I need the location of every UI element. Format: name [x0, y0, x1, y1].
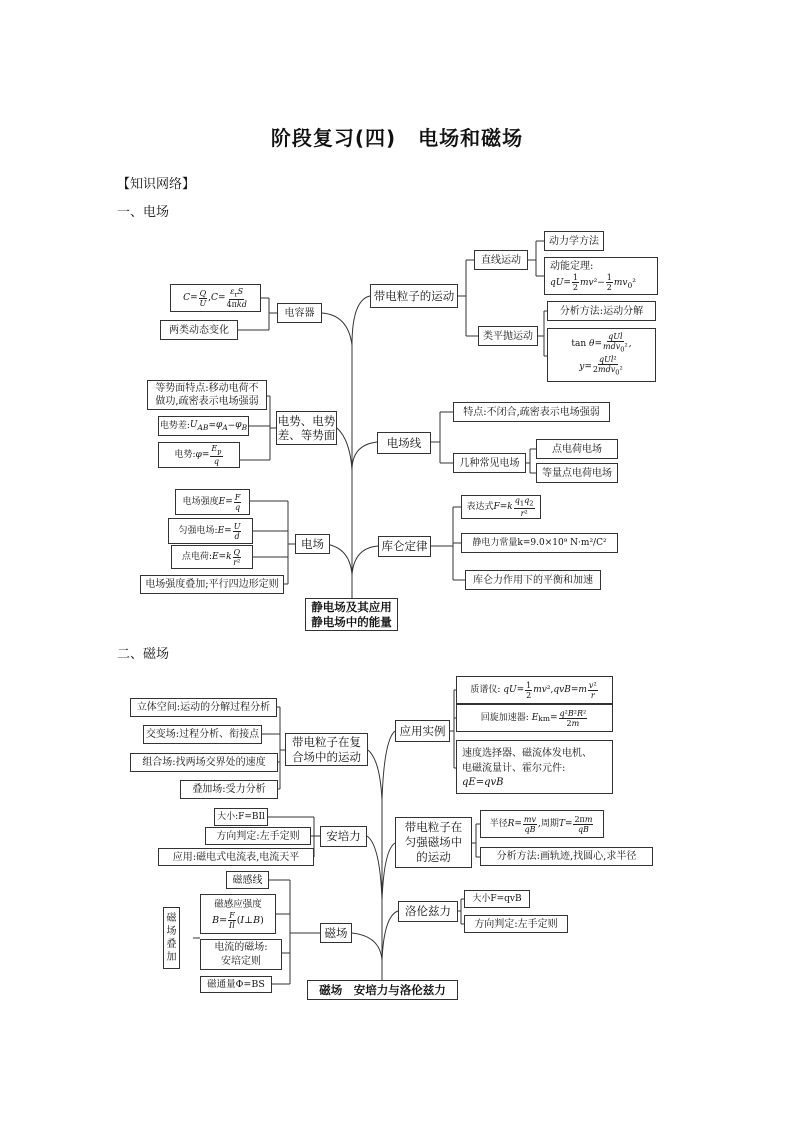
uniform-field: 匀强电场: E = $\frac{U}{d}$: [168, 518, 253, 544]
magnetic-induction: [200, 894, 276, 934]
equipotential-feature: 等势面特点:移动电荷不 做功,疏密表示电场强弱: [147, 380, 267, 410]
capacitance-formula: C = $\frac{Q}{U}$ , C = $\frac{\varepsilon_rS}{\text{4πkd}}$: [170, 284, 261, 312]
composite-space: 立体空间:运动的分解过程分析: [130, 698, 277, 717]
ampere-size: 大小:F=BIl: [214, 808, 268, 826]
potential-difference: 电势差: $U_{AB}$ = $\varphi_A$ − $\varphi_B$: [158, 416, 249, 436]
electric-potential: 电势: φ = $\frac{E_p}{q}$: [158, 442, 240, 468]
period-label: 周期: [540, 818, 559, 829]
uniform-field-label: 匀强电场:: [178, 525, 218, 536]
other-applications-text: 速度选择器、磁流体发电机、 电磁流量计、霍尔元件:: [462, 747, 592, 774]
lorentz-direction: 方向判定:左手定则: [464, 915, 568, 933]
y-formula: y= $\frac{\text{qUl²}}{2mdv_0^2}$: [579, 355, 623, 377]
potential-diff-label: 电势差:: [159, 420, 190, 431]
lorentz-size: 大小F=qvB: [464, 890, 530, 908]
other-applications-eq: qE=qvB: [462, 776, 504, 788]
efield-capacitor: 电容器: [277, 303, 322, 323]
efield-linear-motion: 直线运动: [474, 250, 528, 270]
uniform-motion-method: 分析方法:画轨迹,找圆心,求半径: [480, 847, 653, 866]
title-part-1: 阶段复习(四): [270, 126, 397, 150]
knowledge-net-heading: 【知识网络】: [117, 177, 196, 192]
cyclotron: 回旋加速器: E km = $\frac{\text{q²B²R²}}{2m}$: [456, 704, 613, 732]
tan-formula: tan θ= $\frac{\text{qUl}}{mdv_0^2}$ ,: [571, 332, 632, 354]
magnetic-induction-formula: B= $\frac{F}{Il}$ (I⊥B): [212, 910, 264, 930]
efield-decomposition: 分析方法:运动分解: [547, 301, 656, 321]
coulomb-expression: 表达式 F = k $\frac{q_1q_2}{\text{r²}}$: [461, 495, 541, 519]
efield-dynamics-method: 动力学方法: [544, 231, 604, 251]
magnetic-flux: 磁通量Φ=BS: [200, 976, 272, 993]
capacitor-dynamic-change: 两类动态变化: [160, 320, 238, 340]
composite-alternating: 交变场:过程分析、衔接点: [143, 725, 262, 744]
bfield-magnetic-field: 磁场: [320, 923, 352, 943]
ke-theorem-formula: qU= $\frac{1}{2}$ mv²− $\frac{1}{2}$ $mv_0^2$: [550, 273, 636, 292]
efield-field-lines: 电场线: [377, 432, 431, 454]
ampere-direction: 方向判定:左手定则: [205, 827, 311, 845]
section-magnetic-field: 二、磁场: [117, 647, 170, 662]
composite-superposed: 叠加场:受力分析: [180, 780, 278, 799]
bfield-uniform-motion: 带电粒子在 匀强磁场中 的运动: [395, 817, 472, 868]
composite-combined: 组合场:找两场交界处的速度: [130, 753, 278, 772]
other-applications: [456, 740, 613, 794]
efield-charged-motion: 带电粒子的运动: [370, 284, 458, 308]
potential-label: 电势:: [174, 449, 196, 460]
efield-potential: 电势、电势 差、等势面: [276, 411, 337, 445]
efield-deflection-formulas: [547, 328, 656, 382]
equal-charges-field: 等量点电荷电场: [536, 463, 618, 483]
bfield-applications: 应用实例: [395, 720, 450, 742]
section-electric-field: 一、电场: [117, 205, 170, 220]
bfield-root: 磁场 安培力与洛伦兹力: [307, 980, 458, 1000]
mass-spectrometer: 质谱仪: qU = $\frac{1}{2}$ mv ², qvB = m $\frac{\text{v²}}{r}$: [456, 676, 613, 704]
efield-field: 电场: [295, 534, 330, 554]
cyclotron-label: 回旋加速器:: [480, 712, 529, 723]
field-strength: 电场强度 E = $\frac{F}{q}$: [175, 489, 250, 515]
radius-period: 半径 R = $\frac{mv}{qB}$ , 周期 T = $\frac{2\pi m}{qB}$: [480, 810, 604, 838]
efield-root: 静电场及其应用 静电场中的能量: [305, 598, 398, 631]
coulomb-expr-label: 表达式: [466, 501, 494, 512]
point-charge-label: 点电荷:: [181, 551, 212, 562]
title-part-2: 电场和磁场: [418, 126, 524, 150]
magnetic-induction-label: 磁感应强度: [214, 898, 262, 910]
common-fields: 几种常见电场: [453, 453, 526, 473]
magnetic-field-lines: 磁感线: [226, 871, 269, 889]
radius-label: 半径: [489, 818, 508, 829]
bfield-lorentz: 洛伦兹力: [398, 901, 458, 922]
mass-spec-label: 质谱仪:: [470, 684, 501, 695]
point-charge-field: 点电荷电场: [536, 439, 618, 459]
coulomb-constant: 静电力常量k=9.0×10⁹ N·m²/C²: [461, 533, 618, 553]
bfield-composite-motion: 带电粒子在复 合场中的运动: [285, 733, 368, 766]
point-charge-strength: 点电荷: E = k $\frac{Q}{\text{r²}}$: [171, 545, 253, 569]
bfield-ampere: 安培力: [320, 826, 367, 847]
efield-coulomb: 库仑定律: [378, 536, 431, 557]
field-lines-feature: 特点:不闭合,疏密表示电场强弱: [453, 402, 610, 422]
coulomb-balance: 库仑力作用下的平衡和加速: [465, 570, 601, 590]
field-superposition: 电场强度叠加;平行四边形定则: [140, 575, 284, 594]
current-magnetic-field: 电流的磁场: 安培定则: [200, 939, 282, 970]
efield-ke-theorem: [544, 257, 658, 295]
magnetic-superposition: 磁 场 叠 加: [163, 907, 180, 969]
ampere-application: 应用:磁电式电流表,电流天平: [158, 848, 314, 866]
field-strength-label: 电场强度: [182, 496, 219, 507]
efield-projectile-motion: 类平抛运动: [478, 326, 538, 346]
ke-theorem-label: 动能定理:: [550, 261, 594, 272]
